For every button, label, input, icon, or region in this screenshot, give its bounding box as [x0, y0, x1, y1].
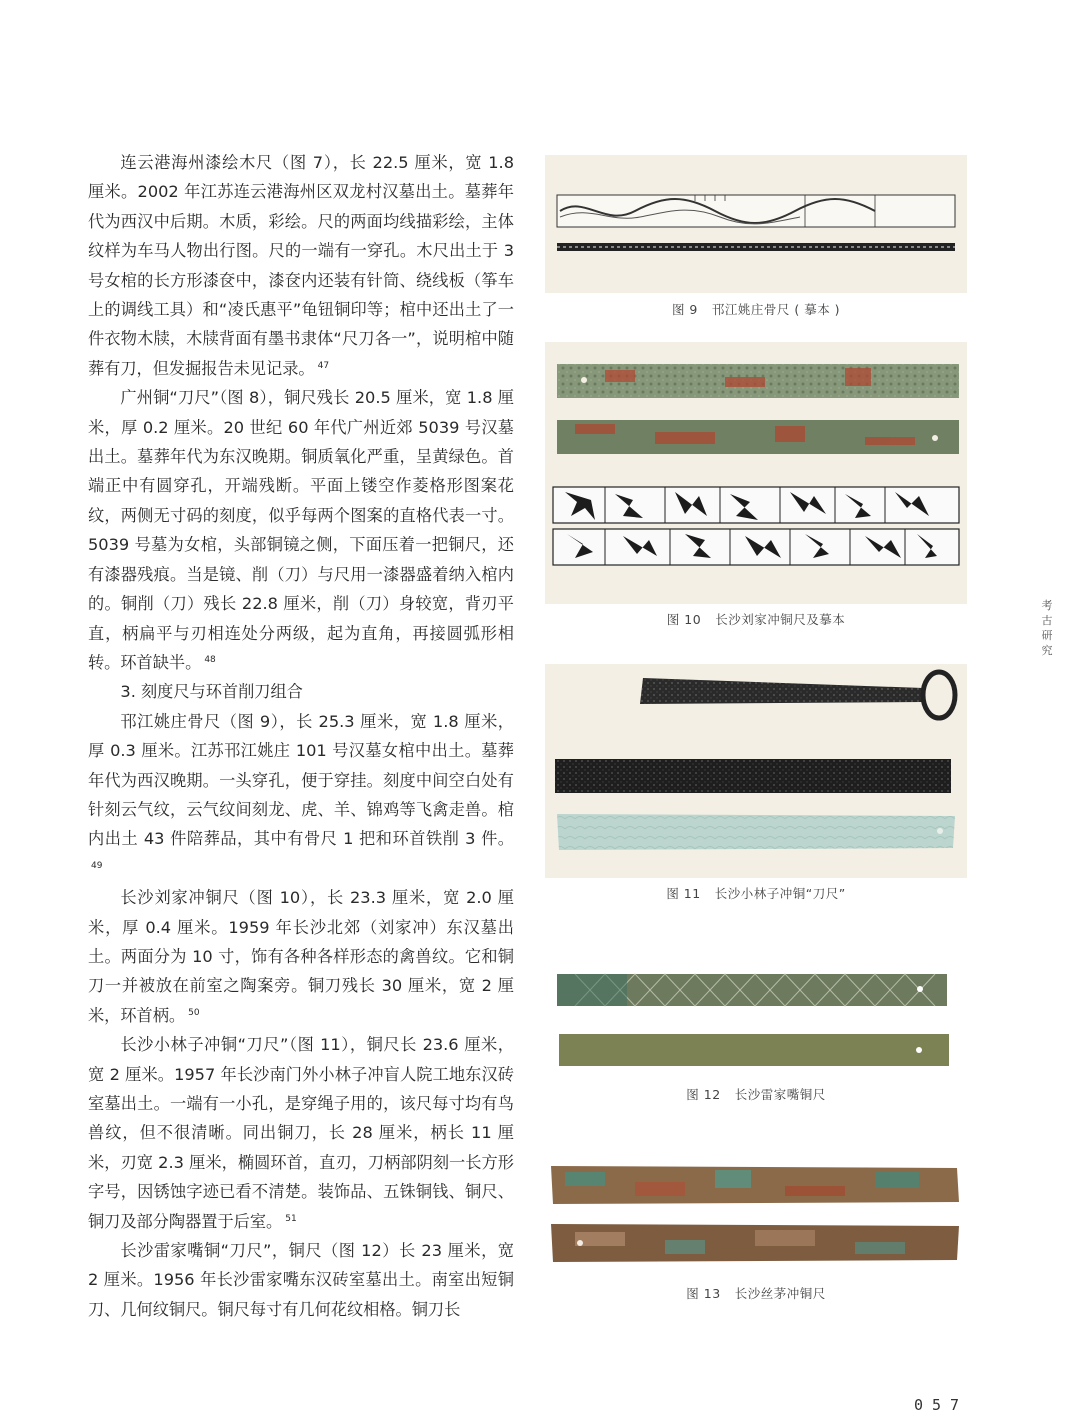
figure-11-image [545, 664, 967, 878]
figure-11 [545, 664, 967, 904]
figure-10-caption: 图 10 长沙刘家冲铜尺及摹本 [666, 612, 846, 627]
paragraph-liujiachong-ruler: 长沙刘家冲铜尺（图 10），长 23.3 厘米，宽 2.0 厘米，厚 0.4 厘米。1959 年长沙北郊（刘家冲）东汉墓出土。两面分为 10 寸，饰有各种各样形态的禽兽纹。它和铜刀一并被放在前室之陶案旁。铜刀残长 30 厘米，宽 2 厘米，环首柄。 $^{50}$ [88, 888, 514, 1025]
figure-13-image [545, 1158, 967, 1268]
figure-10 [545, 342, 967, 632]
section-side-label: 考 古 研 究 [1041, 599, 1053, 657]
figure-11-caption: 图 11 长沙小林子冲铜“刀尺” [666, 886, 846, 901]
paragraph-lianyungang-ruler: 连云港海州漆绘木尺（图 7），长 22.5 厘米，宽 1.8 厘米。2002 年江苏连云港海州区双龙村汉墓出土。墓葬年代为西汉中后期。木质，彩绘。尺的两面均线描彩绘，主体纹样为车马人物出行图。尺的一端有一穿孔。木尺出土于 3 号女棺的长方形漆奁中，漆奁内还装有针筒、绕线板（筝车上的调线工具）和“凌氏惠平”龟钮铜印等；棺中还出土了一件衣物木牍，木牍背面有墨书隶体“尺刀各一”，说明棺中随葬有刀，但发掘报告未见记录。 $^{47}$ [88, 153, 514, 378]
paragraph-guangzhou-ruler: 广州铜“刀尺”（图 8），铜尺残长 20.5 厘米，宽 1.8 厘米，厚 0.2 厘米。20 世纪 60 年代广州近郊 5039 号汉墓出土。墓葬年代为东汉晚期。铜质氧化严重，呈黄绿色。首端正中有圆穿孔，开端残断。平面上镂空作菱格形图案花纹，两侧无寸码的刻度，似乎每两个图案的直格代表一寸。5039 号墓为女棺，头部铜镜之侧，下面压着一把铜尺，还有漆器残痕。当是镜、削（刀）与尺用一漆器盛着纳入棺内的。铜削（刀）残长 22.8 厘米，削（刀）身较宽，背刃平直，柄扁平与刃相连处分两级，起为直角，再接圆弧形相转。环首缺半。 $^{48}$ [88, 388, 514, 672]
section-heading: 3. 刻度尺与环首削刀组合 [120, 682, 303, 702]
figure-9 [545, 155, 967, 340]
figure-12-caption: 图 12 长沙雷家嘴铜尺 [686, 1087, 826, 1102]
figure-13 [545, 1158, 967, 1308]
figure-9-caption: 图 9 邗江姚庄骨尺 ( 摹本 ) [671, 302, 841, 317]
figure-9-image [545, 155, 967, 293]
paragraph-xiaolinzichong-ruler: 长沙小林子冲铜“刀尺”（图 11），铜尺长 23.6 厘米，宽 2 厘米。1957 年长沙南门外小林子冲盲人院工地东汉砖室墓出土。一端有一小孔，是穿绳子用的，该尺每寸均有鸟兽纹，但不很清晰。同出铜刀，长 28 厘米，柄长 11 厘米，刃宽 2.3 厘米，椭圆环首，直刃，刀柄部阴刻一长方形字号，因锈蚀字迹已看不清楚。装饰品、五铢铜钱、铜尺、铜刀及部分陶器置于后室。 $^{51}$ [88, 1035, 514, 1231]
figure-13-caption: 图 13 长沙丝茅冲铜尺 [686, 1286, 826, 1301]
figure-12-image [545, 962, 967, 1072]
figure-10-image [545, 342, 967, 604]
page-number: 057 [914, 1396, 969, 1414]
figure-12 [545, 962, 967, 1112]
paragraph-leijiazui-ruler: 长沙雷家嘴铜“刀尺”，铜尺（图 12）长 23 厘米，宽 2 厘米。1956 年长沙雷家嘴东汉砖室墓出土。南室出短铜刀、几何纹铜尺。铜尺每寸有几何花纹相格。铜刀长 [88, 1241, 514, 1319]
body-text-column [88, 148, 514, 1324]
paragraph-hanjiang-bone-ruler: 邗江姚庄骨尺（图 9），长 25.3 厘米，宽 1.8 厘米，厚 0.3 厘米。江苏邗江姚庄 101 号汉墓女棺中出土。墓葬年代为西汉晚期。一头穿孔，便于穿挂。刻度中间空白处有针刻云气纹，云气纹间刻龙、虎、羊、锦鸡等飞禽走兽。棺内出土 43 件陪葬品，其中有骨尺 1 把和环首铁削 3 件。$^{49}$ [88, 711, 514, 871]
